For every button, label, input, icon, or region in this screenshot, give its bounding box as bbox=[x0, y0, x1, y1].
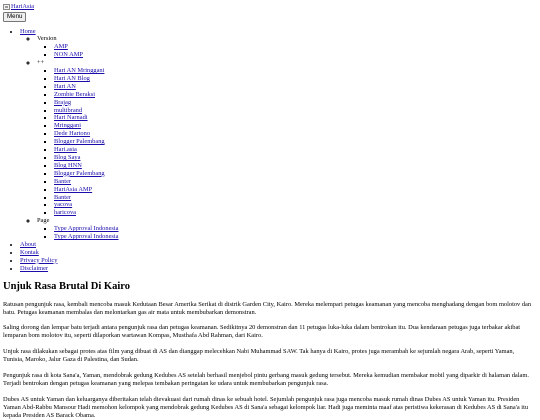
nav-link[interactable]: Hari Narnadi bbox=[54, 114, 88, 122]
list-item bbox=[54, 107, 537, 115]
home-submenu bbox=[20, 35, 537, 241]
list-item bbox=[54, 67, 537, 75]
list-item bbox=[54, 225, 537, 233]
nav-link-kontak[interactable]: Kontak bbox=[20, 248, 39, 256]
list-item bbox=[54, 122, 537, 130]
nav-item-disclaimer bbox=[20, 265, 537, 273]
menu-button[interactable]: Menu bbox=[3, 12, 26, 22]
nav-link-home[interactable]: Home bbox=[20, 27, 36, 35]
nav-link[interactable]: HariAsia AMP bbox=[54, 185, 93, 193]
list-item bbox=[54, 170, 537, 178]
list-item bbox=[54, 43, 537, 51]
nav-link[interactable]: Hari.asia bbox=[54, 146, 77, 154]
nav-link[interactable]: Blog Saya bbox=[54, 154, 81, 161]
nav-link[interactable]: Mringgani bbox=[54, 122, 81, 130]
nav-item-about bbox=[20, 241, 537, 249]
list-item bbox=[54, 201, 537, 209]
nav-item-home bbox=[20, 28, 537, 241]
list-item bbox=[54, 194, 537, 202]
nav-link-disclaimer[interactable]: Disclaimer bbox=[20, 264, 49, 272]
more-label: ++ bbox=[37, 59, 45, 67]
nav-link-non-amp[interactable]: NON AMP bbox=[54, 51, 83, 59]
list-item bbox=[54, 51, 537, 59]
article-paragraph: Unjuk rasa dilakukan sebagai protes atas film yang dibuat di AS dan dianggap melecehkan Nabi Muhammad SAW. Tak hanya di Kairo, protes juga merambah ke sejumlah negara Arab, seperti Yaman, Tunisia, Maroko, Jalur Gaza di Palestina, dan Sudan. bbox=[3, 348, 515, 364]
nav-item-page bbox=[37, 217, 537, 241]
list-item bbox=[54, 138, 537, 146]
nav-link[interactable]: Type Approval Indonesia bbox=[54, 233, 119, 241]
list-item bbox=[54, 154, 537, 162]
nav-link[interactable]: Banter bbox=[54, 193, 72, 201]
more-submenu bbox=[37, 67, 537, 217]
nav-link[interactable]: Dede Hartono bbox=[54, 130, 91, 138]
nav-link-privacy-policy[interactable]: Privacy Policy bbox=[20, 256, 58, 264]
page-submenu bbox=[37, 225, 537, 241]
article-paragraph: Ratusan pengunjuk rasa, kembali mencoba masuk Kedutaan Besar Amerika Serikat di distrik Garden City, Kairo. Mereka melempari petugas keamanan yang mencoba menghadang dengan bom molotov dan batu. Petugas keamanan membalas dan melontarkan gas air mata untuk membubarkan demonstran. bbox=[3, 300, 532, 316]
list-item bbox=[54, 114, 537, 122]
article-title: Unjuk Rasa Brutal Di Kairo bbox=[3, 280, 130, 292]
nav-link[interactable]: Zombie Beraksi bbox=[54, 90, 95, 98]
version-label: Version bbox=[37, 35, 57, 43]
nav-link[interactable]: Blogger Palembang bbox=[54, 169, 105, 177]
article-paragraph: Saling dorong dan lempar batu terjadi antara pengunjuk rasa dan petugas keamanan. Sedikitnya 20 demonstran dan 11 petugas luka-luka dalam bentrokan itu. Dua kendaraan petugas juga terbakar akibat lemparan bom molotov itu, seperti dilaporkan wartawan Kompas, Musthafa Abd Rahman, dari Kairo. bbox=[3, 324, 521, 340]
list-item bbox=[54, 178, 537, 186]
list-item bbox=[54, 162, 537, 170]
list-item bbox=[54, 186, 537, 194]
list-item bbox=[54, 130, 537, 138]
list-item bbox=[54, 233, 537, 241]
nav-link[interactable]: Hari AN Mringgani bbox=[54, 67, 105, 75]
nav-item-version bbox=[37, 35, 537, 59]
broken-image-icon bbox=[3, 4, 10, 10]
nav-link[interactable]: Blog HNN bbox=[54, 161, 82, 169]
article-body bbox=[3, 301, 537, 420]
logo-link[interactable]: HariAsia bbox=[11, 2, 35, 10]
nav-link-about[interactable]: About bbox=[20, 240, 36, 248]
nav-link[interactable]: Blogger Palembang bbox=[54, 138, 105, 146]
nav-link-amp[interactable]: AMP bbox=[54, 43, 68, 51]
list-item bbox=[54, 99, 537, 107]
list-item bbox=[54, 83, 537, 91]
nav-link[interactable]: haricova bbox=[54, 209, 76, 217]
nav-item-kontak bbox=[20, 249, 537, 257]
site-logo[interactable] bbox=[3, 3, 537, 11]
article-paragraph: Pengunjuk rasa di kota Sana'a, Yaman, mendobrak gedung Kedubes AS setelah berhasil menjebol pintu gerbang masuk gedung tersebut. Mereka kemudian membakar mobil yang diparkir di halaman dalam. Terjadi bentrokan dengan petugas keamanan yang melepas tembakan peringatan ke udara untuk membubarkan pengunjuk rasa. bbox=[3, 372, 529, 387]
list-item bbox=[54, 91, 537, 99]
nav-link[interactable]: yacova bbox=[54, 201, 73, 209]
version-submenu bbox=[37, 43, 537, 59]
nav-link[interactable]: multibrand bbox=[54, 106, 83, 114]
nav-item-more bbox=[37, 59, 537, 217]
nav-item-privacy bbox=[20, 257, 537, 265]
list-item bbox=[54, 209, 537, 217]
nav-link[interactable]: Banter bbox=[54, 177, 72, 185]
nav-link[interactable]: Brajag bbox=[54, 98, 72, 106]
nav-link[interactable]: Hari AN Blog bbox=[54, 74, 90, 82]
nav-link[interactable]: Type Approval Indonesia bbox=[54, 225, 119, 233]
nav-link[interactable]: Hari AN bbox=[54, 82, 76, 90]
main-nav bbox=[3, 28, 537, 273]
list-item bbox=[54, 146, 537, 154]
list-item bbox=[54, 75, 537, 83]
page-label: Page bbox=[37, 217, 50, 225]
article-paragraph: Dubes AS untuk Yaman dan keluarganya diberitakan telah dievakuasi dari rumah dinas ke sebuah hotel. Sejumlah pengunjuk rasa juga mencoba masuk rumah dinas Dubes AS untuk Yaman itu. Presiden Yaman Abd-Rabbu Mansour Hadi memohon kelompok yang mendobrak gedung Kedubes AS di Sana'a sebagai kelompok liar. Hadi juga meminta maaf atas peristiwa kekerasan di Kedubes AS di Sana'a itu kepada Presiden AS Barack Obama. bbox=[3, 395, 529, 419]
